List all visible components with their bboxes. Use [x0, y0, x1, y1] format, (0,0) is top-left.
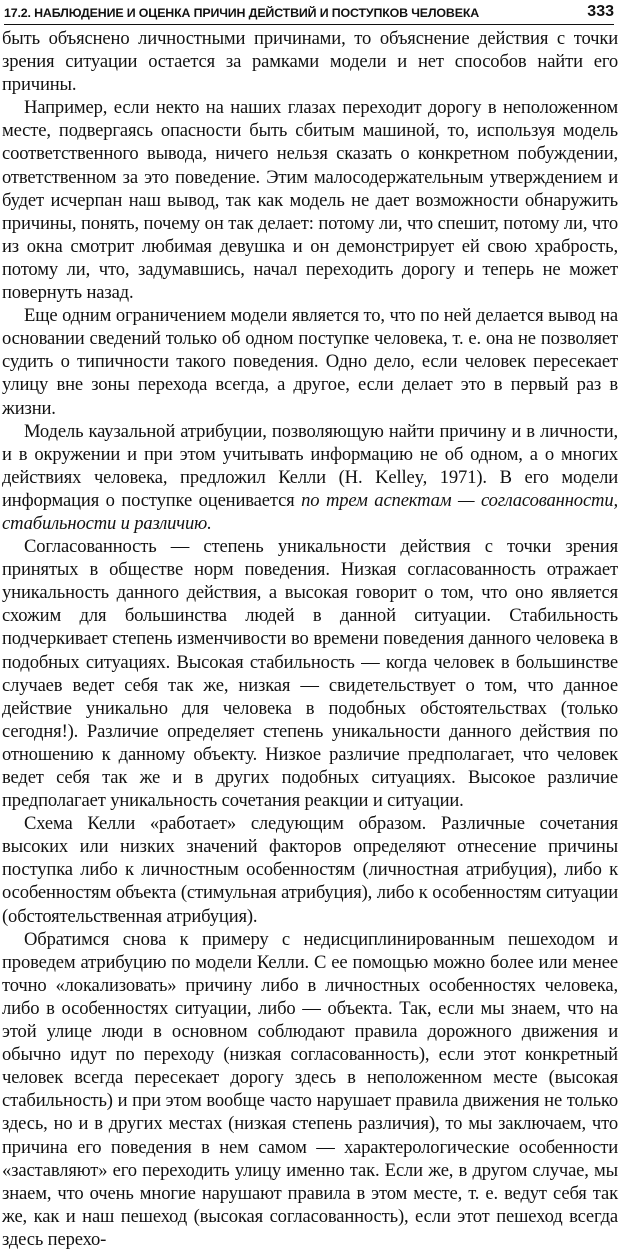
- paragraph-continued: быть объяснено личностными причинами, то объяснение действия с точки зрения ситуации остается за рамками модели и нет способов найти его причины.: [2, 28, 618, 96]
- chapter-section-title: 17.2. НАБЛЮДЕНИЕ И ОЦЕНКА ПРИЧИН ДЕЙСТВИЙ И ПОСТУПКОВ ЧЕЛОВЕКА: [4, 6, 480, 20]
- paragraph-kelley-scheme: Схема Келли «работает» следующим образом. Различные сочетания высоких или низких значений факторов определяют отнесение причины поступка либо к личностным особенностям (личностная атрибуция), либо к особенностям объекта (стимульная атрибуция), либо к особенностям ситуации (обстоятельственная атрибуция).: [2, 813, 618, 927]
- kelley-aspects-emphasis: по трем аспектам — согласованности, стабильности и различию.: [2, 489, 618, 534]
- paragraph-consensus-definition: Согласованность — степень уникальности действия с точки зрения принятых в обществе норм поведения. Низкая согласованность отражает уникальность данного действия, а высокая говорит о том, что оно является схожим для большинства людей в данной ситуации. Стабильность подчеркивает степень изменчивости во времени поведения данного человека в подобных ситуациях. Высокая стабильность — когда человек в большинстве случаев ведет себя так же, низкая — свидетельствует о том, что данное действие уникально для человека в подобных обстоятельствах (только сегодня!). Различие определяет степень уникальности данного действия по отношению к данному объекту. Низкое различие предполагает, что человек ведет себя так же и в других подобных ситуациях. Высокое различие предполагает уникальность сочетания реакции и ситуации.: [2, 536, 618, 812]
- paragraph-pedestrian-example: Например, если некто на наших глазах переходит дорогу в неположенном месте, подвергаясь опасности быть сбитым машиной, то, используя модель соответственного вывода, ничего нельзя сказать о конкретном побуждении, ответственном за это поведение. Этим малосодержательным утверждением и будет исчерпан наш вывод, так как модель не дает возможности обнаружить причины, понять, почему он так делает: потому ли, что спешит, потому ли, что из окна смотрит любимая девушка и он демонстрирует ей свою храбрость, потому ли, что, задумавшись, начал переходить дорогу и теперь не может повернуть назад.: [2, 97, 618, 304]
- running-header: [4, 2, 614, 25]
- page-body-text: [2, 27, 618, 1251]
- paragraph-model-limitation: Еще одним ограничением модели является то, что по ней делается вывод на основании сведений только об одном поступке человека, т. е. она не позволяет судить о типичности такого поведения. Одно дело, если человек пересекает улицу вне зоны перехода всегда, а другое, если делает это в первый раз в жизни.: [2, 305, 618, 419]
- paragraph-pedestrian-attribution: Обратимся снова к примеру с недисциплинированным пешеходом и проведем атрибуцию по модели Келли. С ее помощью можно более или менее точно «локализовать» причину либо в личностных особенностях человека, либо в особенностях ситуации, либо — объекта. Так, если мы знаем, что на этой улице люди в основном соблюдают правила дорожного движения и обычно идут по переходу (низкая согласованность), если этот конкретный человек всегда пересекает дорогу здесь в неположенном месте (высокая стабильность) и при этом вообще часто нарушает правила движения не только здесь, но и в других местах (низкая степень различия), то мы заключаем, что причина его поведения в нем самом — характерологические особенности «заставляют» его переходить улицу именно так. Если же, в другом случае, мы знаем, что очень многие нарушают правила в этом месте, т. е. ведут себя так же, как и наш пешеход (высокая согласованность), если этот пешеход всегда здесь перехо-: [2, 928, 618, 1250]
- page-number: 333: [587, 3, 614, 20]
- kelley-model-text: Модель каузальной атрибуции, позволяющую найти причину и в личности, и в окружении и при этом учитывать информацию не об одном, а о многих действиях человека, предложил Келли (H. Kelley, 1971). В его модели информация о поступке оценивается: [2, 420, 618, 511]
- paragraph-kelley-model: [2, 420, 618, 535]
